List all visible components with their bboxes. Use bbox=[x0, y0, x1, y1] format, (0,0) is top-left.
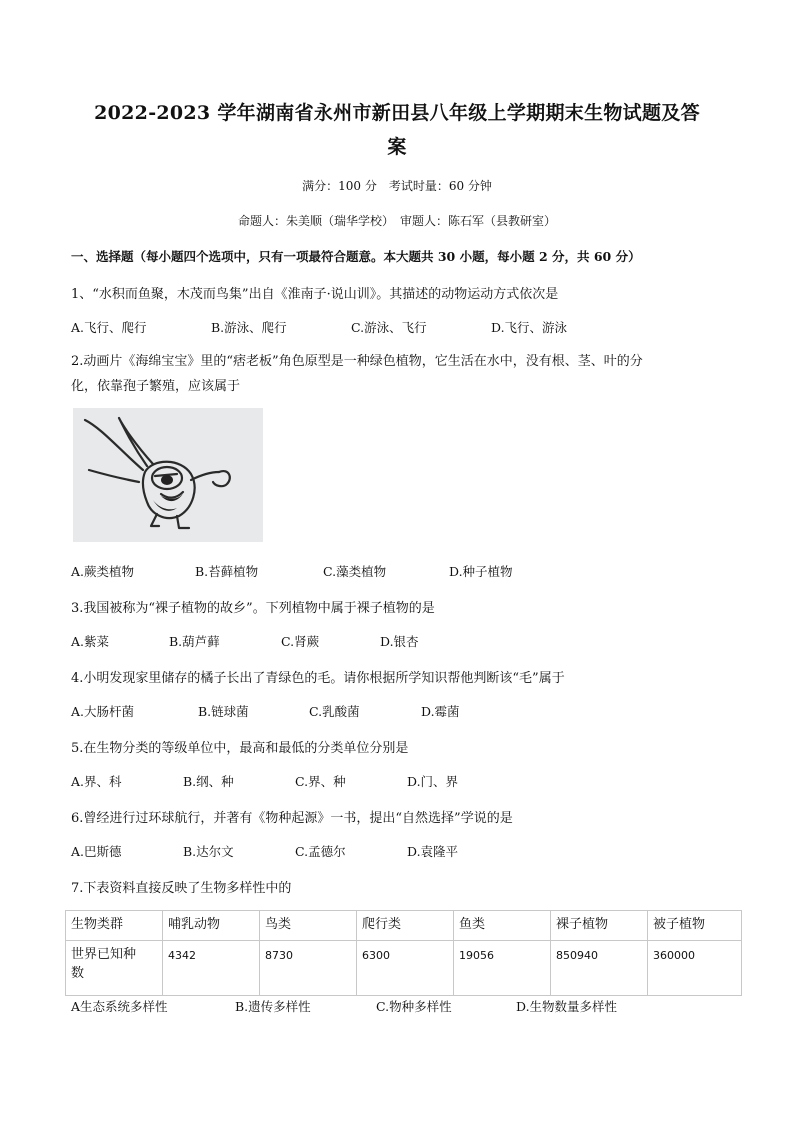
option-c: C.乳酸菌 bbox=[309, 704, 360, 719]
table-cell: 19056 bbox=[454, 941, 551, 996]
table-header-cell: 生物类群 bbox=[66, 911, 163, 941]
option-b: B.纲、种 bbox=[183, 774, 234, 789]
option-b: B.苔藓植物 bbox=[195, 564, 259, 579]
plankton-illustration bbox=[73, 408, 263, 542]
option-d: D.飞行、游泳 bbox=[491, 320, 568, 335]
question-6-stem: 6.曾经进行过环球航行，并著有《物种起源》一书，提出“自然选择”学说的是 bbox=[71, 811, 513, 826]
plankton-cartoon-figure bbox=[73, 408, 263, 542]
option-d: D.银杏 bbox=[380, 634, 419, 649]
table-cell: 850940 bbox=[551, 941, 648, 996]
table-cell: 4342 bbox=[163, 941, 260, 996]
table-row-label bbox=[66, 941, 163, 996]
exam-info: 满分：100 分 考试时量：60 分钟 bbox=[302, 179, 492, 193]
question-2-stem-line-2: 化，依靠孢子繁殖，应该属于 bbox=[71, 379, 241, 394]
option-c: C.物种多样性 bbox=[376, 999, 452, 1014]
species-count-table bbox=[65, 910, 742, 996]
table-header-cell: 哺乳动物 bbox=[163, 911, 260, 941]
question-2-stem-line-1: 2.动画片《海绵宝宝》里的“痞老板”角色原型是一种绿色植物，它生活在水中，没有根、茎、叶的分 bbox=[71, 354, 643, 369]
option-d: D.种子植物 bbox=[449, 564, 513, 579]
option-b: B.葫芦藓 bbox=[169, 634, 220, 649]
row-label-line-1: 世界已知种 bbox=[71, 947, 137, 962]
option-a: A.蕨类植物 bbox=[71, 564, 135, 579]
document-title bbox=[70, 96, 724, 164]
question-7-stem: 7.下表资料直接反映了生物多样性中的 bbox=[71, 881, 292, 896]
table-cell: 8730 bbox=[260, 941, 357, 996]
table-cell: 360000 bbox=[648, 941, 742, 996]
title-line-2: 案 bbox=[387, 136, 407, 158]
option-c: C.孟德尔 bbox=[295, 844, 346, 859]
option-a: A.飞行、爬行 bbox=[71, 320, 147, 335]
option-c: C.藻类植物 bbox=[323, 564, 387, 579]
table-header-cell: 鱼类 bbox=[454, 911, 551, 941]
table-header-cell: 鸟类 bbox=[260, 911, 357, 941]
option-d: D.袁隆平 bbox=[407, 844, 459, 859]
option-d: D.霉菌 bbox=[421, 704, 460, 719]
option-c: C.界、种 bbox=[295, 774, 346, 789]
option-b: B.游泳、爬行 bbox=[211, 320, 287, 335]
author-info: 命题人：朱美顺（瑞华学校） 审题人：陈石军（县教研室） bbox=[237, 214, 556, 228]
table-header-cell: 被子植物 bbox=[648, 911, 742, 941]
question-1-stem: 1、“水积而鱼聚，木茂而鸟集”出自《淮南子·说山训》。其描述的动物运动方式依次是 bbox=[71, 287, 559, 302]
option-b: B.遗传多样性 bbox=[235, 999, 311, 1014]
table-header-row bbox=[66, 911, 742, 941]
table-header-cell: 裸子植物 bbox=[551, 911, 648, 941]
option-a: A.紫菜 bbox=[71, 634, 110, 649]
question-2-stem bbox=[71, 349, 726, 399]
option-b: B.达尔文 bbox=[183, 844, 234, 859]
option-b: B.链球菌 bbox=[198, 704, 249, 719]
table-header-cell: 爬行类 bbox=[357, 911, 454, 941]
table-row bbox=[66, 941, 742, 996]
row-label-line-2: 数 bbox=[71, 966, 85, 981]
option-c: C.游泳、飞行 bbox=[351, 320, 427, 335]
table-cell: 6300 bbox=[357, 941, 454, 996]
option-a: A.界、科 bbox=[71, 774, 122, 789]
question-4-stem: 4.小明发现家里储存的橘子长出了青绿色的毛。请你根据所学知识帮他判断该“毛”属于 bbox=[71, 671, 565, 686]
option-d: D.生物数量多样性 bbox=[516, 999, 618, 1014]
question-5-stem: 5.在生物分类的等级单位中，最高和最低的分类单位分别是 bbox=[71, 741, 409, 756]
option-a: A生态系统多样性 bbox=[71, 999, 168, 1014]
option-c: C.肾蕨 bbox=[281, 634, 320, 649]
question-3-stem: 3.我国被称为“裸子植物的故乡”。下列植物中属于裸子植物的是 bbox=[71, 601, 435, 616]
title-line-1: 2022-2023 学年湖南省永州市新田县八年级上学期期末生物试题及答 bbox=[94, 102, 700, 124]
option-d: D.门、界 bbox=[407, 774, 459, 789]
option-a: A.大肠杆菌 bbox=[71, 704, 135, 719]
section-heading: 一、选择题（每小题四个选项中，只有一项最符合题意。本大题共 30 小题，每小题 2 分，共 60 分） bbox=[71, 249, 641, 264]
option-a: A.巴斯德 bbox=[71, 844, 122, 859]
